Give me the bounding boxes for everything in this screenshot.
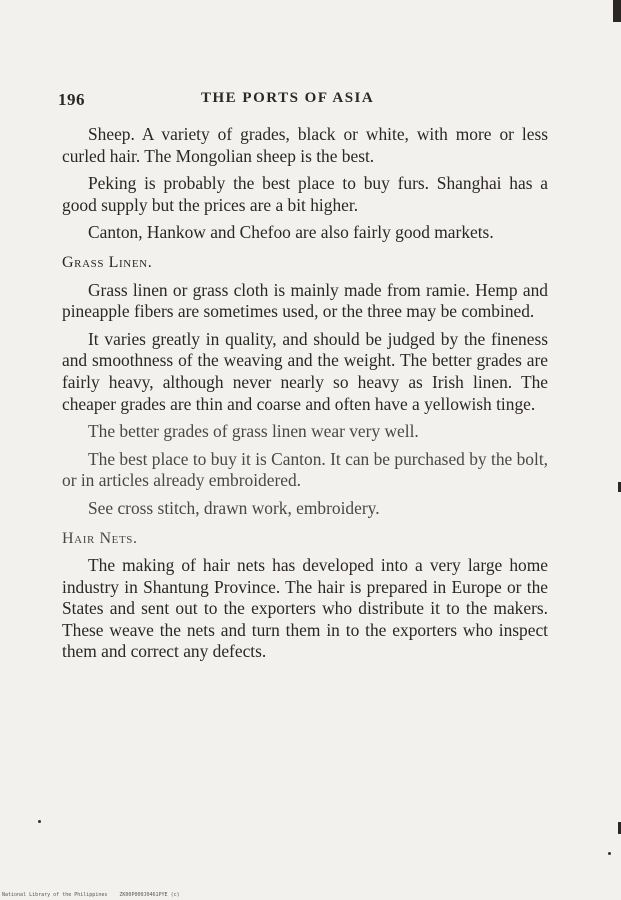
scan-edge-mark (613, 0, 621, 22)
footer-library: National Library of the Philippines (2, 892, 108, 898)
scan-footer (2, 892, 180, 898)
paragraph-grass-linen-see-also: See cross stitch, drawn work, embroidery. (88, 497, 380, 518)
paragraph-hair-nets: The making of hair nets has developed into a very large home industry in Shantung Province. The hair is prepared in Europe or the States and sent out to the exporters who distribute it to the makers. These weave the nets and turn them in to the exporters who inspect them and correct any defects. (62, 555, 548, 662)
scan-speck (608, 852, 611, 855)
section-heading-grass-linen: Grass Linen. (62, 253, 153, 271)
paragraph-grass-linen-2: It varies greatly in quality, and should be judged by the fineness and smoothness of the weaving and the weight. The better grades are fairly heavy, although never nearly so heavy as Irish linen. The cheaper grades are thin and coarse and often have a yellowish tinge. (62, 328, 548, 414)
footer-code: ZK00P000J0461PYE (c) (119, 892, 180, 898)
scan-speck (38, 820, 41, 823)
paragraph-peking: Peking is probably the best place to buy furs. Shanghai has a good supply but the prices are a bit higher. (62, 173, 548, 215)
section-heading-hair-nets: Hair Nets. (62, 529, 138, 547)
paragraph-grass-linen-4: The best place to buy it is Canton. It can be purchased by the bolt, or in articles already embroidered. (62, 448, 548, 491)
paragraph-grass-linen-1: Grass linen or grass cloth is mainly made from ramie. Hemp and pineapple fibers are sometimes used, or the three may be combined. (62, 279, 548, 322)
page-header (58, 90, 578, 114)
page-number: 196 (58, 90, 85, 109)
body-text (62, 124, 548, 669)
paragraph-canton-markets: Canton, Hankow and Chefoo are also fairly good markets. (88, 222, 494, 243)
paragraph-grass-linen-3: The better grades of grass linen wear very well. (88, 421, 419, 442)
paragraph-sheep: Sheep. A variety of grades, black or white, with more or less curled hair. The Mongolian sheep is the best. (62, 124, 548, 166)
running-title: THE PORTS OF ASIA (201, 90, 375, 106)
